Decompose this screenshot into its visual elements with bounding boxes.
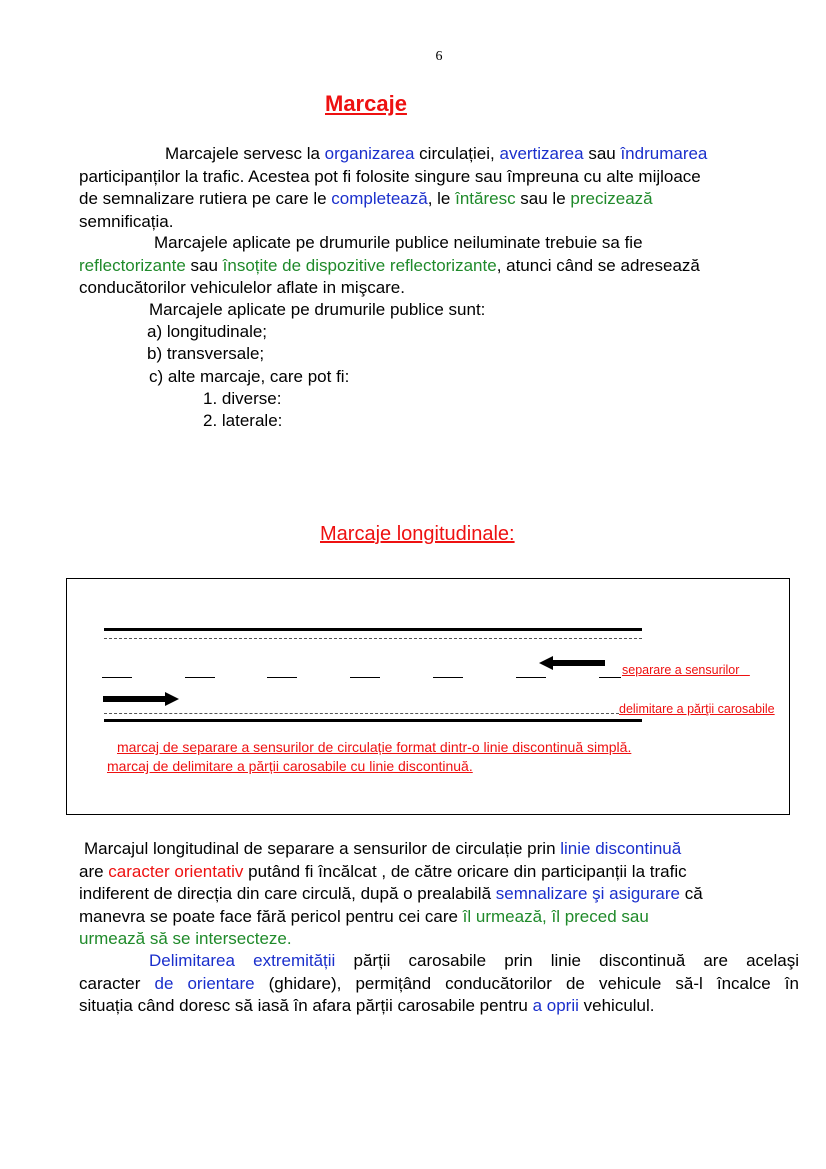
road-edge-bottom [104, 719, 642, 722]
list-item: a) longitudinale; [147, 322, 268, 341]
arrow-left-icon [539, 655, 607, 671]
text-line: Delimitarea extremității părții carosabile prin linie discontinuă are acelaşi [149, 951, 799, 970]
text-line: are caracter orientativ putând fi încălcat , de către oricare din participanții la trafic [79, 861, 687, 881]
section-title: Marcaje longitudinale: [320, 523, 515, 545]
text-line: situația când doresc să iasă în afara părții carosabile pentru a oprii vehiculul. [79, 996, 655, 1015]
text-line: semnificația. [79, 211, 174, 231]
sublist-item: 2. laterale: [203, 411, 283, 430]
text-line: reflectorizante sau însoțite de dispozitive reflectorizante, atunci când se adresează [79, 255, 700, 275]
separation-dash [433, 677, 463, 678]
text-line: de semnalizare rutiera pe care le completează, le întăresc sau le precizează [79, 189, 653, 208]
intro-paragraph-1 [79, 143, 799, 233]
sublist-item: 1. diverse: [203, 389, 282, 408]
diagram-caption-separation: marcaj de separare a sensurilor de circulație format dintr-o linie discontinuă simplă. [117, 739, 632, 755]
text-line: indiferent de direcția din care circulă, după o prealabilă semnalizare şi asigurare că [79, 884, 703, 903]
separation-dash [267, 677, 297, 678]
intro-paragraph-3: Marcajele aplicate pe drumurile publice sunt: [149, 300, 486, 319]
separation-dash [102, 677, 132, 678]
text-line: manevra se poate face fără pericol pentru cei care îl urmează, îl preced sau [79, 906, 649, 926]
body-paragraph-1 [79, 838, 799, 951]
list-item: b) transversale; [147, 344, 265, 363]
road-edge-top [104, 628, 642, 631]
text-line: Marcajul longitudinal de separare a sensurilor de circulație prin linie discontinuă [84, 839, 682, 858]
separation-label: separare a sensurilor [622, 663, 740, 677]
delimitation-label: delimitare a părţii carosabile [619, 702, 775, 716]
road-edge-dashed-top [104, 638, 642, 639]
road-edge-dashed-bottom [104, 713, 619, 714]
page-number: 6 [435, 49, 443, 64]
arrow-right-icon [103, 691, 181, 707]
text-line: conducătorilor vehiculelor aflate in mişcare. [79, 278, 405, 297]
text-line: Marcajele aplicate pe drumurile publice neiluminate trebuie sa fie [154, 233, 643, 252]
body-paragraph-2 [79, 950, 799, 1018]
list-item: c) alte marcaje, care pot fi: [149, 367, 350, 386]
road-marking-diagram [66, 578, 790, 815]
intro-paragraph-2 [79, 232, 799, 300]
text-line: caracter de orientare (ghidare), permițând conducătorilor de vehicule să-l încalce în [79, 973, 799, 993]
separation-dash [516, 677, 546, 678]
separation-dash [350, 677, 380, 678]
diagram-caption-delimitation: marcaj de delimitare a părții carosabile cu linie discontinuă. [107, 758, 473, 774]
text-line: participanților la trafic. Acestea pot fi folosite singure sau împreuna cu alte mijloace [79, 166, 701, 186]
text-line: Marcajele servesc la organizarea circulației, avertizarea sau îndrumarea [165, 144, 708, 163]
separation-dash [599, 677, 621, 678]
separation-dash [185, 677, 215, 678]
text-line: urmează să se intersecteze. [79, 929, 292, 948]
page-title: Marcaje [325, 91, 407, 116]
